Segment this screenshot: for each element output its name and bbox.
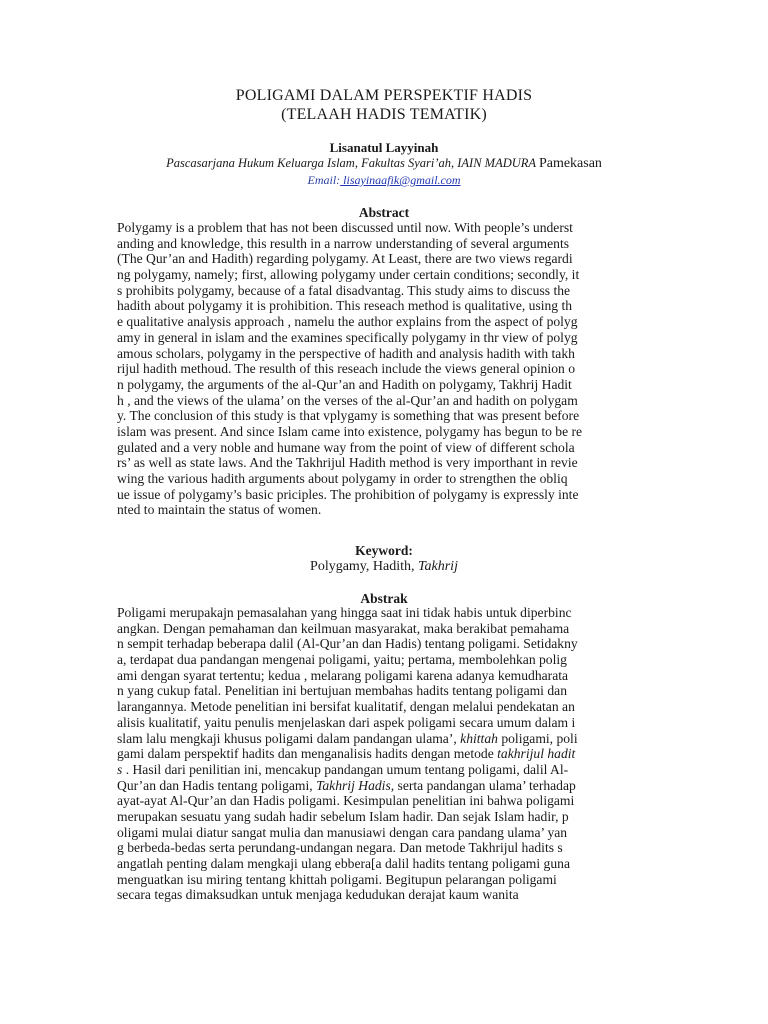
title-line-1: POLIGAMI DALAM PERSPEKTIF HADIS [235,87,533,104]
abstract-line: rijul hadith methoud. The resulth of this reseach include the views general opinion o [117,361,576,377]
abstract-line: (The Qur’an and Hadith) regarding polygamy. At Least, there are two views regardi [117,251,573,267]
abstract-line: y. The conclusion of this study is that vplygamy is something that was present before [117,408,580,424]
abstrak-line: ayat-ayat Al-Qur’an dan Hadis poligami. Kesimpulan penelitian ini bahwa poligami [117,793,575,809]
author-name: Lisanatul Layyinah [329,140,439,155]
abstract-line: gulated and a very noble and humane way from the point of view of different schola [117,439,575,455]
abstract-line: n polygamy, the arguments of the al-Qur’an and Hadith on polygamy, Takhrij Hadit [117,376,572,392]
abstrak-line: gami dalam perspektif hadits dan menganalisis hadits dengan metode takhrijul hadit [117,746,576,762]
abstract-line: anding and knowledge, this resulth in a narrow understanding of several arguments [117,235,570,251]
abstrak-line: n yang cukup fatal. Penelitian ini bertujuan membahas hadits tentang poligami dan [117,683,567,699]
abstrak-line: a, terdapat dua pandangan mengenai poligami, yaitu; pertama, membolehkan polig [117,652,567,668]
abstract-line: islam was present. And since Islam came into existence, polygamy has begun to be re [117,423,583,439]
italic-term: takhrijul hadit [497,746,576,762]
abstract-line: ng polygamy, namely; first, allowing polygamy under certain conditions; secondly, it [117,267,580,283]
email-line [0,173,768,188]
abstract-line: rs’ as well as state laws. And the Takhrijul Hadith method is very importhant in revie [117,455,578,471]
abstract-line: s prohibits polygamy, because of a fatal disadvantag. This study aims to discuss the [117,282,571,298]
abstrak-heading: Abstrak [360,591,408,606]
title-line-2: (TELAAH HADIS TEMATIK) [281,106,487,123]
abstract-body [117,220,662,518]
abstrak-line: larangannya. Metode penelitian ini bersifat kualitatif, dengan melalui pendekatan an [117,699,575,715]
abstrak-line: angkan. Dengan pemahaman dan keilmuan masyarakat, maka berakibat pemahama [117,620,570,636]
abstrak-line: menguatkan isu miring tentang khittah poligami. Begitupun pelarangan poligami [117,871,557,887]
affiliation-city: Pamekasan [538,156,602,171]
abstrak-line: n sempit terhadap beberapa dalil (Al-Qur’an dan Hadis) tentang poligami. Setidakny [117,636,578,652]
abstract-heading: Abstract [358,205,410,220]
abstrak-line: ami dengan syarat tertentu; kedua , melarang poligami karena adanya kemudharata [117,667,569,683]
abstract-line: wing the various hadith arguments about polygamy in order to strengthen the obliq [117,471,568,486]
abstrak-line: secara tegas dimaksudkan untuk menjaga kedudukan derajat kaum wanita [117,887,519,903]
abstrak-line: Poligami merupakajn pemasalahan yang hingga saat ini tidak habis untuk diperbinc [117,605,572,620]
keyword-heading: Keyword: [355,543,413,558]
abstract-line: ue issue of polygamy’s basic priciples. The prohibition of polygamy is expressly inte [117,486,579,502]
abstrak-line: oligami mulai diatur sangat mulia dan manusiawi dengan cara pandang ulama’ yan [117,824,568,840]
email-link[interactable]: lisayinaafik@gmail.com [340,173,461,187]
italic-term: khittah [460,730,498,746]
email-label: Email: [307,173,341,187]
abstrak-body [117,605,662,903]
abstrak-line: merupakan sesuatu yang sudah hadir sebelum Islam hadir. Dan sejak Islam hadir, p [117,808,569,824]
affiliation [0,156,768,172]
abstrak-line: angatlah penting dalam mengkaji ulang ebbera[a dalil hadits tentang poligami guna [117,856,570,871]
abstrak-line: g berbeda-bedas serta perundang-undangan negara. Dan metode Takhrijul hadits s [117,840,563,856]
affiliation-text: Pascasarjana Hukum Keluarga Islam, Fakultas Syari’ah, IAIN MADURA [166,156,536,170]
abstrak-line: Qur’an dan Hadis tentang poligami, Takhrij Hadis, serta pandangan ulama’ terhadap [117,777,576,793]
abstract-line: nted to maintain the status of women. [117,502,322,518]
abstrak-line: s . Hasil dari penilitian ini, mencakup pandangan umum tentang poligami, dalil Al- [117,761,569,777]
italic-term: Takhrij Hadis, [316,777,395,793]
keyword-list [0,559,768,575]
keyword-text: Polygamy, Hadith, [310,559,419,574]
abstrak-line: alisis kualitatif, yaitu penulis menjelaskan dari aspek poligami secara umum dalam i [117,714,576,730]
abstract-line: hadith about polygamy it is prohibition. This reseach method is qualitative, using th [117,298,573,314]
abstract-line: amy in general in islam and the examines specifically polygamy in thr view of polyg [117,329,578,345]
italic-term: s [117,761,123,777]
abstract-line: e qualitative analysis approach , namelu the author explains from the aspect of polyg [117,314,578,330]
keyword-italic: Takhrij [418,559,458,574]
abstrak-line: slam lalu mengkaji khusus poligami dalam pandangan ulama’, khittah poligami, poli [117,730,578,746]
abstract-line: h , and the views of the ulama’ on the verses of the al-Qur’an and hadith on polygam [117,392,578,408]
abstract-line: Polygamy is a problem that has not been discussed until now. With people’s underst [117,220,573,235]
abstract-line: amous scholars, polygamy in the perspective of hadith and analysis hadith with takh [117,345,575,361]
